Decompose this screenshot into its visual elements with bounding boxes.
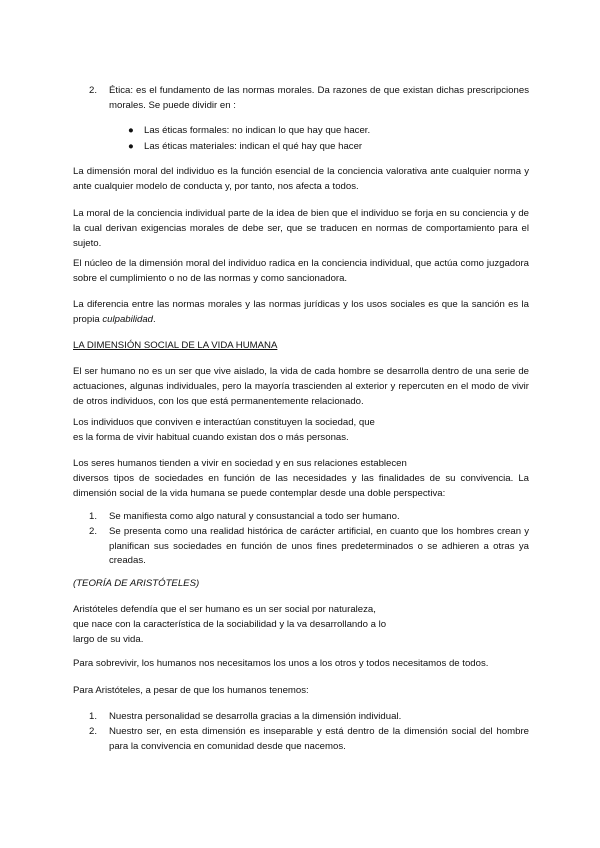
list-item-text: Nuestra personalidad se desarrolla gracias a la dimensión individual. bbox=[109, 711, 402, 722]
list-number: 1. bbox=[89, 511, 98, 522]
italic-term: culpabilidad bbox=[102, 314, 154, 325]
list-item bbox=[89, 525, 529, 569]
list-item bbox=[128, 123, 528, 139]
text-line: es la forma de vivir habitual cuando existan dos o más personas. bbox=[73, 432, 349, 443]
perspectivas-list bbox=[89, 510, 529, 569]
list-item bbox=[89, 710, 529, 725]
list-item bbox=[128, 139, 528, 155]
teoria-heading: (TEORÍA DE ARISTÓTELES) bbox=[73, 578, 200, 589]
paragraph-sobrevivir: Para sobrevivir, los humanos nos necesitamos los unos a los otros y todos necesitamos de todos. bbox=[73, 658, 489, 669]
text-line: Los individuos que conviven e interactúan constituyen la sociedad, que bbox=[73, 417, 375, 428]
list-number: 1. bbox=[89, 711, 98, 722]
list-item-text: Se manifiesta como algo natural y consustancial a todo ser humano. bbox=[109, 511, 400, 522]
list-item-text: Las éticas formales: no indican lo que hay que hacer. bbox=[144, 125, 371, 136]
section-heading: LA DIMENSIÓN SOCIAL DE LA VIDA HUMANA bbox=[73, 340, 278, 351]
list-item bbox=[89, 510, 529, 525]
text-line: que nace con la característica de la sociabilidad y la va desarrollando a lo bbox=[73, 619, 387, 630]
text-line: Aristóteles defendía que el ser humano es un ser social por naturaleza, bbox=[73, 604, 376, 615]
eticas-bullet-list bbox=[128, 123, 528, 155]
bullet-icon: ● bbox=[128, 141, 134, 152]
text-line: largo de su vida. bbox=[73, 634, 144, 645]
paragraph-diferencia-normas bbox=[73, 297, 529, 327]
text-line: Los seres humanos tienden a vivir en sociedad y en sus relaciones establecen bbox=[73, 458, 407, 469]
paragraph-dimension-moral: La dimensión moral del individuo es la función esencial de la conciencia valorativa ante cualquier norma y ante cualquier modelo de conducta y, por tanto, nos afecta a todos. bbox=[73, 166, 529, 192]
paragraph-nucleo: El núcleo de la dimensión moral del individuo radica en la conciencia individual, que actúa como juzgadora sobre el cumplimiento o no de las normas y como sancionadora. bbox=[73, 258, 529, 284]
list-item bbox=[89, 725, 529, 754]
text-segment: . bbox=[153, 314, 156, 325]
paragraph-aristoteles bbox=[73, 602, 529, 647]
paragraph-individuos bbox=[73, 415, 529, 445]
etica-list bbox=[89, 84, 529, 114]
text-segment: La diferencia entre las normas morales y las normas jurídicas y los usos sociales es que la sanción es la propia bbox=[73, 299, 529, 325]
paragraph-conciencia-individual: La moral de la conciencia individual parte de la idea de bien que el individuo se forja en su conciencia y de la cual derivan exigencias morales de debe ser, que se traducen en normas de comportamiento para el sujeto. bbox=[73, 208, 529, 249]
paragraph-ser-humano: El ser humano no es un ser que vive aislado, la vida de cada hombre se desarrolla dentro de una serie de actuaciones, algunas individuales, pero la mayoría trascienden al exterior y repercuten en el modo de vivir de otros individuos, con los que está permanentemente relacionado. bbox=[73, 366, 529, 407]
aristoteles-list bbox=[89, 710, 529, 755]
list-item-text: Se presenta como una realidad histórica de carácter artificial, en cuanto que los hombres crean y planifican sus sociedades en función de unos fines predeterminados o se adhieren a otras ya creadas. bbox=[109, 526, 529, 566]
list-item-text: Nuestro ser, en esta dimensión es inseparable y está dentro de la dimensión social del hombre para la convivencia en comunidad desde que nacemos. bbox=[109, 726, 529, 752]
list-item-text: Las éticas materiales: indican el qué hay que hacer bbox=[144, 141, 363, 152]
paragraph-para-aristoteles: Para Aristóteles, a pesar de que los humanos tenemos: bbox=[73, 685, 309, 696]
etica-item bbox=[89, 84, 529, 113]
list-number: 2. bbox=[89, 85, 98, 96]
bullet-icon: ● bbox=[128, 125, 134, 136]
paragraph-seres-humanos bbox=[73, 456, 529, 501]
text-line: diversos tipos de sociedades en función de las necesidades y las finalidades de su convivencia. La dimensión social de la vida humana se puede contemplar desde una doble perspectiva: bbox=[73, 473, 529, 499]
list-item-text: Ética: es el fundamento de las normas morales. Da razones de que existan dichas prescripciones morales. Se puede dividir en : bbox=[109, 85, 529, 111]
list-number: 2. bbox=[89, 726, 98, 737]
list-number: 2. bbox=[89, 526, 98, 537]
